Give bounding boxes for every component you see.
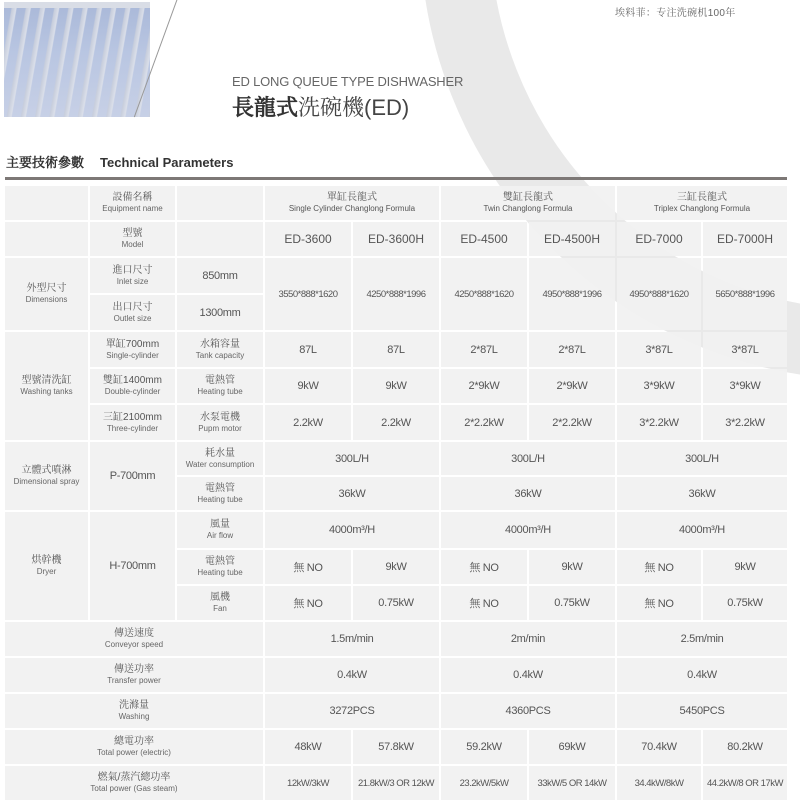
transfer-power-text: 0.4kW bbox=[337, 669, 367, 681]
dimension-value bbox=[441, 258, 527, 330]
dryer-heating-text: 9kW bbox=[385, 561, 407, 573]
model-value: ED-4500H bbox=[543, 232, 601, 246]
total-power-electric-text: 70.4kW bbox=[641, 741, 677, 753]
group-en: Single Cylinder Changlong Formula bbox=[288, 204, 416, 213]
conveyor-speed-label bbox=[5, 622, 263, 656]
inlet-size-label bbox=[90, 258, 175, 293]
fan-cn: 風機 bbox=[210, 592, 230, 603]
total-power-gas-text: 34.4kW/8kW bbox=[634, 777, 684, 789]
dish-rack-photo bbox=[4, 2, 150, 117]
transfer-power-cn: 傳送功率 bbox=[114, 664, 154, 675]
tank-value bbox=[617, 405, 701, 440]
tank-value-text: 9kW bbox=[385, 380, 407, 392]
tank-value bbox=[441, 332, 527, 367]
tank-value-text: 87L bbox=[299, 343, 317, 356]
tank-value bbox=[353, 369, 439, 403]
outlet-en: Outlet size bbox=[113, 313, 152, 323]
group-en: Twin Changlong Formula bbox=[483, 204, 573, 213]
model-value: ED-3600H bbox=[367, 232, 425, 246]
dryer-heating-value bbox=[617, 550, 701, 584]
washing-label bbox=[5, 694, 263, 728]
fan-value bbox=[703, 586, 787, 620]
tank-value-text: 2*87L bbox=[558, 343, 586, 356]
tank-value-text: 9kW bbox=[297, 380, 319, 392]
total-power-electric-cn: 總電功率 bbox=[114, 736, 154, 747]
spray-cn: 立體式噴淋 bbox=[21, 465, 72, 476]
equipment-name-cn: 設備名稱 bbox=[112, 192, 153, 203]
section-title-cn: 主要技術參數 bbox=[6, 155, 85, 170]
transfer-power-en: Transfer power bbox=[107, 676, 161, 685]
tank-type-cn: 單缸700mm bbox=[105, 338, 160, 350]
dryer-heating-text: 9kW bbox=[561, 561, 583, 573]
model-cell bbox=[441, 222, 527, 256]
total-power-gas-text: 12kW/3kW bbox=[287, 777, 329, 789]
total-power-gas-text: 21.8kW/3 OR 12kW bbox=[358, 777, 434, 789]
spray-value-text: 36kW bbox=[688, 487, 716, 500]
fan-text: 0.75kW bbox=[727, 597, 763, 609]
model-cell bbox=[529, 222, 615, 256]
spray-param-cn: 電熱管 bbox=[205, 482, 235, 494]
fan-text: 0.75kW bbox=[554, 597, 590, 609]
section-title-en: Technical Parameters bbox=[100, 155, 234, 170]
air-flow-en: Air flow bbox=[206, 531, 234, 540]
dryer-heating-text: 無 NO bbox=[469, 562, 499, 574]
dryer-en: Dryer bbox=[36, 567, 57, 576]
tank-param-en: Heating tube bbox=[197, 387, 243, 396]
section-heading bbox=[6, 152, 233, 171]
total-power-gas-text: 33kW/5 OR 14kW bbox=[537, 777, 607, 789]
spray-param-en: Water consumption bbox=[185, 459, 255, 469]
dryer-heating-text: 無 NO bbox=[644, 562, 674, 574]
conveyor-speed-cn: 傳送速度 bbox=[114, 628, 154, 639]
tank-type-en: Double-cylinder bbox=[104, 387, 161, 396]
air-flow-text: 4000m³/H bbox=[679, 524, 725, 536]
tank-value-text: 2*2.2kW bbox=[552, 416, 592, 429]
dryer-heating-value bbox=[441, 550, 527, 584]
conveyor-speed-value bbox=[441, 622, 615, 656]
tank-value-text: 2*9kW bbox=[556, 380, 588, 392]
group-cn: 三缸長龍式 bbox=[677, 192, 727, 203]
conveyor-speed-text: 2.5m/min bbox=[680, 633, 724, 645]
washing-tanks-label bbox=[5, 332, 88, 440]
tank-value bbox=[265, 332, 351, 367]
total-power-electric-value bbox=[441, 730, 527, 764]
tank-value-text: 3*2.2kW bbox=[639, 416, 679, 429]
outlet-value: 1300mm bbox=[199, 306, 241, 319]
dimensions-cn: 外型尺寸 bbox=[26, 283, 67, 294]
tank-param-cn: 電熱管 bbox=[205, 375, 235, 386]
washing-value bbox=[617, 694, 787, 728]
spray-value bbox=[617, 477, 787, 510]
product-title bbox=[232, 91, 409, 122]
dryer-heating-en: Heating tube bbox=[197, 568, 243, 577]
washing-cn: 洗滌量 bbox=[119, 700, 149, 711]
model-blank-cell-2 bbox=[177, 222, 263, 256]
spray-value bbox=[265, 442, 439, 475]
total-power-electric-value bbox=[265, 730, 351, 764]
dryer-size-text: H-700mm bbox=[109, 560, 156, 572]
fan-text: 無 NO bbox=[469, 598, 499, 610]
tank-value-text: 2*9kW bbox=[468, 380, 500, 392]
transfer-power-value bbox=[265, 658, 439, 692]
air-flow-value bbox=[617, 512, 787, 548]
dimension-value bbox=[353, 258, 439, 330]
spray-size-text: P-700mm bbox=[109, 470, 156, 482]
group-cn: 雙缸長龍式 bbox=[503, 192, 553, 203]
air-flow-value bbox=[265, 512, 439, 548]
rack-rail bbox=[4, 2, 150, 8]
total-power-electric-label bbox=[5, 730, 263, 764]
dryer-heating-value bbox=[353, 550, 439, 584]
total-power-gas-value bbox=[353, 766, 439, 800]
washing-en: Washing bbox=[118, 712, 150, 721]
dimension-value bbox=[703, 258, 787, 330]
model-cell bbox=[617, 222, 701, 256]
total-power-gas-en: Total power (Gas steam) bbox=[90, 784, 178, 793]
dryer-label bbox=[5, 512, 88, 620]
tank-value-text: 2.2kW bbox=[381, 416, 411, 429]
spray-value bbox=[265, 477, 439, 510]
fan-value bbox=[441, 586, 527, 620]
fan-value bbox=[353, 586, 439, 620]
conveyor-speed-text: 2m/min bbox=[510, 633, 546, 645]
total-power-electric-en: Total power (electric) bbox=[97, 748, 171, 757]
model-value: ED-3600 bbox=[284, 232, 332, 246]
outlet-size-label bbox=[90, 295, 175, 330]
tank-value bbox=[353, 332, 439, 367]
inlet-cn: 進口尺寸 bbox=[112, 264, 153, 276]
dryer-heating-text: 9kW bbox=[734, 561, 756, 573]
spray-value-text: 300L/H bbox=[511, 452, 545, 465]
spray-size bbox=[90, 442, 175, 510]
model-value: ED-7000H bbox=[716, 232, 774, 246]
total-power-electric-text: 69kW bbox=[558, 741, 586, 753]
tank-type-en: Three-cylinder bbox=[106, 423, 159, 433]
total-power-electric-text: 80.2kW bbox=[727, 741, 763, 753]
model-en: Model bbox=[121, 240, 144, 249]
dimension-text: 4250*888*1620 bbox=[454, 288, 514, 300]
conveyor-speed-value bbox=[265, 622, 439, 656]
air-flow-value bbox=[441, 512, 615, 548]
tank-value-text: 2.2kW bbox=[293, 416, 323, 429]
brand-tagline: 埃料菲：专注洗碗机100年 bbox=[615, 8, 736, 19]
total-power-gas-value bbox=[265, 766, 351, 800]
fan-text: 無 NO bbox=[293, 598, 323, 610]
dimension-value bbox=[265, 258, 351, 330]
total-power-electric-value bbox=[353, 730, 439, 764]
washing-tanks-cn: 型號清洗缸 bbox=[21, 375, 72, 386]
tank-type-en: Single-cylinder bbox=[106, 350, 159, 360]
tank-type-cn: 雙缸1400mm bbox=[103, 375, 162, 386]
total-power-gas-cn: 燃氣/蒸汽總功率 bbox=[97, 772, 171, 783]
product-subtitle: ED LONG QUEUE TYPE DISHWASHER bbox=[232, 74, 464, 89]
conveyor-speed-text: 1.5m/min bbox=[330, 633, 374, 645]
section-divider bbox=[5, 177, 787, 180]
transfer-power-value bbox=[617, 658, 787, 692]
tank-type-label bbox=[90, 405, 175, 440]
dryer-cn: 烘幹機 bbox=[31, 555, 62, 566]
tank-value bbox=[529, 369, 615, 403]
dryer-heating-value bbox=[265, 550, 351, 584]
air-flow-text: 4000m³/H bbox=[505, 524, 551, 536]
tank-value bbox=[441, 405, 527, 440]
dryer-heating-label bbox=[177, 550, 263, 584]
model-blank-cell bbox=[5, 222, 88, 256]
washing-value bbox=[265, 694, 439, 728]
conveyor-speed-value bbox=[617, 622, 787, 656]
outlet-size-value bbox=[177, 295, 263, 330]
model-cn: 型號 bbox=[122, 228, 143, 239]
air-flow-cn: 風量 bbox=[210, 519, 230, 530]
total-power-gas-label bbox=[5, 766, 263, 800]
total-power-electric-text: 48kW bbox=[294, 741, 322, 753]
washing-text: 3272PCS bbox=[329, 705, 375, 717]
spray-en: Dimensional spray bbox=[13, 477, 80, 486]
inlet-value: 850mm bbox=[202, 269, 238, 282]
model-label bbox=[90, 222, 175, 256]
conveyor-speed-en: Conveyor speed bbox=[104, 640, 164, 649]
group-en: Triplex Changlong Formula bbox=[653, 204, 751, 213]
spray-value-text: 300L/H bbox=[335, 452, 369, 465]
dryer-size bbox=[90, 512, 175, 620]
dimension-text: 4950*888*1620 bbox=[629, 288, 689, 300]
fan-label bbox=[177, 586, 263, 620]
dimension-text: 4950*888*1996 bbox=[542, 288, 602, 300]
tank-param-cn: 水箱容量 bbox=[200, 338, 240, 350]
dimension-value bbox=[617, 258, 701, 330]
transfer-power-text: 0.4kW bbox=[513, 669, 543, 681]
washing-value bbox=[441, 694, 615, 728]
fan-text: 無 NO bbox=[644, 598, 674, 610]
total-power-electric-text: 57.8kW bbox=[378, 741, 414, 753]
total-power-gas-text: 23.2kW/5kW bbox=[459, 777, 509, 789]
washing-tanks-en: Washing tanks bbox=[20, 387, 73, 396]
model-value: ED-7000 bbox=[635, 232, 683, 246]
dimensions-en: Dimensions bbox=[25, 295, 68, 304]
product-title-light: 洗碗機(ED) bbox=[298, 95, 410, 120]
transfer-power-label bbox=[5, 658, 263, 692]
tank-value-text: 3*9kW bbox=[729, 380, 761, 392]
tank-param-label bbox=[177, 405, 263, 440]
dryer-heating-cn: 電熱管 bbox=[205, 556, 235, 567]
spray-value bbox=[617, 442, 787, 475]
spray-label bbox=[5, 442, 88, 510]
outlet-cn: 出口尺寸 bbox=[112, 301, 153, 313]
dryer-heating-value bbox=[529, 550, 615, 584]
fan-value bbox=[265, 586, 351, 620]
air-flow-label bbox=[177, 512, 263, 548]
transfer-power-value bbox=[441, 658, 615, 692]
spray-value bbox=[441, 442, 615, 475]
total-power-electric-text: 59.2kW bbox=[466, 741, 502, 753]
group-header-3 bbox=[617, 186, 787, 220]
spray-param-en: Heating tube bbox=[197, 494, 243, 504]
tank-param-en: Pupm motor bbox=[198, 423, 242, 433]
inlet-size-value bbox=[177, 258, 263, 293]
model-value: ED-4500 bbox=[460, 232, 508, 246]
fan-en: Fan bbox=[213, 604, 227, 613]
tank-value bbox=[617, 332, 701, 367]
tank-param-cn: 水泵電機 bbox=[200, 411, 240, 423]
dimension-text: 4250*888*1996 bbox=[366, 288, 426, 300]
total-power-gas-text: 44.2kW/8 OR 17kW bbox=[707, 777, 783, 789]
total-power-electric-value bbox=[703, 730, 787, 764]
washing-text: 4360PCS bbox=[505, 705, 551, 717]
total-power-electric-value bbox=[617, 730, 701, 764]
washing-text: 5450PCS bbox=[679, 705, 725, 717]
total-power-electric-value bbox=[529, 730, 615, 764]
spray-value-text: 300L/H bbox=[685, 452, 719, 465]
tank-value-text: 3*87L bbox=[731, 343, 759, 356]
tank-type-label bbox=[90, 332, 175, 367]
product-title-bold: 長龍式 bbox=[232, 95, 299, 120]
dimension-text: 5650*888*1996 bbox=[715, 288, 775, 300]
total-power-gas-value bbox=[703, 766, 787, 800]
tank-value-text: 2*87L bbox=[470, 343, 498, 356]
tank-value bbox=[703, 332, 787, 367]
tank-type-cn: 三缸2100mm bbox=[103, 411, 162, 423]
tank-value bbox=[703, 369, 787, 403]
total-power-gas-value bbox=[441, 766, 527, 800]
spray-value-text: 36kW bbox=[338, 487, 366, 500]
dimension-text: 3550*888*1620 bbox=[278, 288, 338, 300]
dimension-value bbox=[529, 258, 615, 330]
equipment-name-label bbox=[90, 186, 175, 220]
spray-value-text: 36kW bbox=[514, 487, 542, 500]
total-power-gas-value bbox=[617, 766, 701, 800]
model-cell bbox=[353, 222, 439, 256]
spray-param-label bbox=[177, 477, 263, 510]
header-blank-cell bbox=[177, 186, 263, 220]
spray-param-cn: 耗水量 bbox=[205, 447, 235, 459]
model-cell bbox=[265, 222, 351, 256]
tank-value bbox=[353, 405, 439, 440]
dryer-heating-text: 無 NO bbox=[293, 562, 323, 574]
fan-value bbox=[617, 586, 701, 620]
tank-value-text: 3*87L bbox=[645, 343, 673, 356]
tank-value-text: 3*9kW bbox=[643, 380, 675, 392]
tank-value bbox=[265, 369, 351, 403]
tank-value-text: 2*2.2kW bbox=[464, 416, 504, 429]
tank-type-label bbox=[90, 369, 175, 403]
tank-value-text: 87L bbox=[387, 343, 405, 356]
dryer-heating-value bbox=[703, 550, 787, 584]
inlet-en: Inlet size bbox=[116, 276, 149, 286]
spray-param-label bbox=[177, 442, 263, 475]
tank-value bbox=[441, 369, 527, 403]
tank-param-en: Tank capacity bbox=[195, 350, 245, 360]
group-header-2 bbox=[441, 186, 615, 220]
fan-value bbox=[529, 586, 615, 620]
tank-param-label bbox=[177, 369, 263, 403]
tank-value bbox=[617, 369, 701, 403]
total-power-gas-value bbox=[529, 766, 615, 800]
tank-value-text: 3*2.2kW bbox=[725, 416, 765, 429]
transfer-power-text: 0.4kW bbox=[687, 669, 717, 681]
tank-value bbox=[703, 405, 787, 440]
tank-param-label bbox=[177, 332, 263, 367]
group-header-1 bbox=[265, 186, 439, 220]
tank-value bbox=[529, 405, 615, 440]
tank-value bbox=[529, 332, 615, 367]
group-cn: 單缸長龍式 bbox=[327, 192, 377, 203]
fan-text: 0.75kW bbox=[378, 597, 414, 609]
tank-value bbox=[265, 405, 351, 440]
equipment-name-en: Equipment name bbox=[102, 204, 163, 213]
air-flow-text: 4000m³/H bbox=[329, 524, 375, 536]
model-cell bbox=[703, 222, 787, 256]
spray-value bbox=[441, 477, 615, 510]
corner-cell bbox=[5, 186, 88, 220]
dimensions-label bbox=[5, 258, 88, 330]
